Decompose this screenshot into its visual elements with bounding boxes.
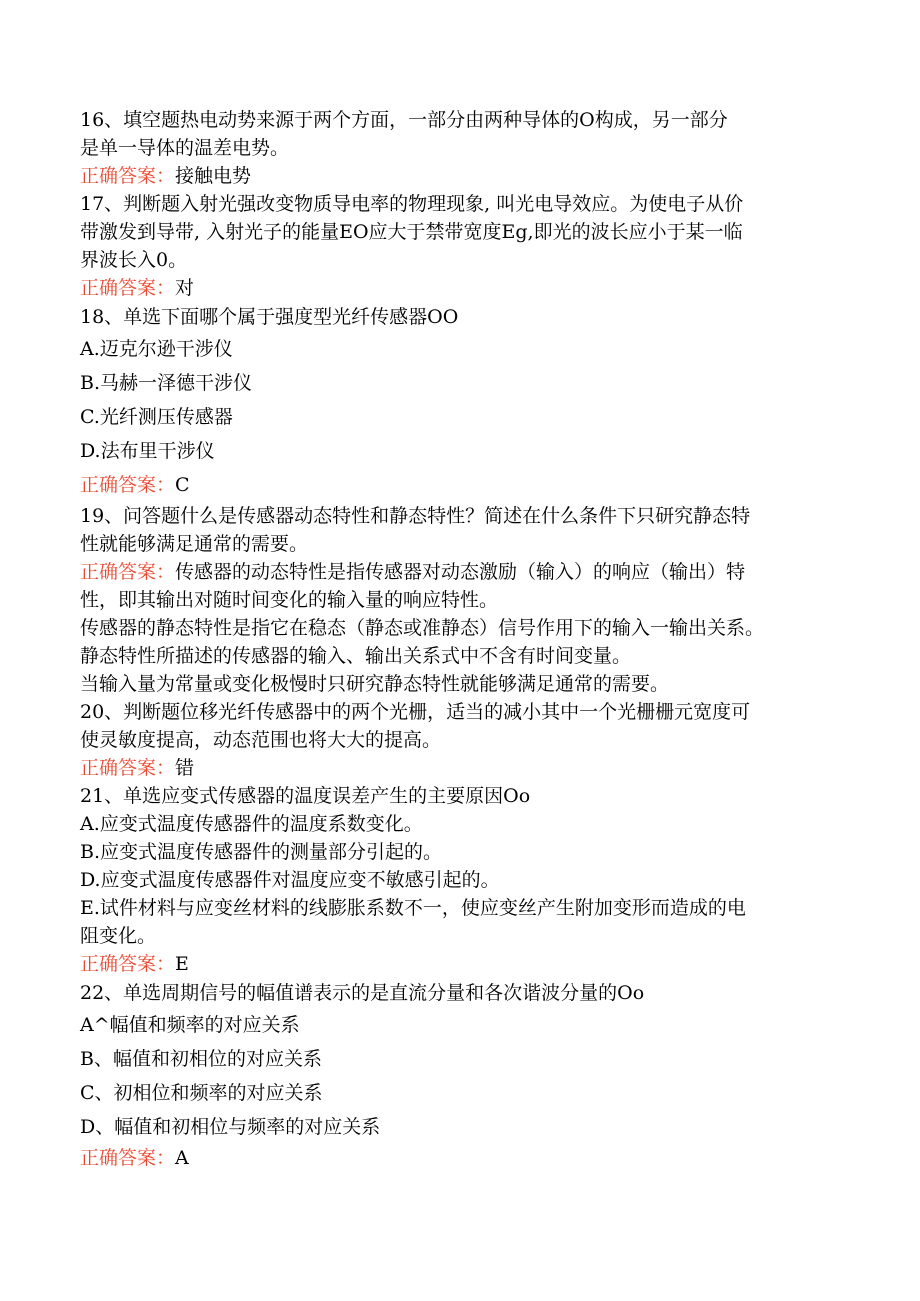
answer-value: 接触电势 (175, 165, 252, 187)
answer-value: E (175, 953, 189, 975)
answer-text: 静态特性所描述的传感器的输入、输出关系式中不含有时间变量。 (80, 645, 632, 667)
option-c: C.光纤测压传感器 (80, 406, 233, 428)
answer-label: 正确答案： (80, 474, 176, 496)
question-text: 使灵敏度提高，动态范围也将大大的提高。 (80, 729, 442, 751)
answer-line (80, 162, 840, 190)
question-21 (80, 782, 840, 978)
option-b: B.应变式温度传感器件的测量部分引起的。 (80, 841, 443, 863)
option-a: A.应变式温度传感器件的温度系数变化。 (80, 813, 423, 835)
question-22 (80, 978, 840, 1172)
question-text: 性就能够满足通常的需要。 (80, 533, 309, 555)
answer-line (80, 558, 840, 586)
answer-value: A (175, 1147, 189, 1169)
answer-line (80, 468, 840, 502)
question-19 (80, 502, 840, 698)
question-text: 21、单选应变式传感器的温度误差产生的主要原因Oo (80, 785, 531, 807)
option-c: C、初相位和频率的对应关系 (80, 1082, 323, 1104)
option-a: A.迈克尔逊干涉仪 (80, 338, 233, 360)
answer-line (80, 950, 840, 978)
answer-line (80, 754, 840, 782)
answer-value: 错 (175, 757, 195, 779)
answer-text: 性，即其输出对随时间变化的输入量的响应特性。 (80, 589, 499, 611)
option-e-continued: 阻变化。 (80, 925, 157, 947)
option-a: A^幅值和频率的对应关系 (80, 1014, 300, 1036)
answer-value: 对 (175, 277, 195, 299)
document-page (80, 106, 840, 1172)
question-text: 界波长入0。 (80, 249, 188, 271)
answer-value: 传感器的动态特性是指传感器对动态激励（输入）的响应（输出）特 (175, 561, 746, 583)
option-d: D.应变式温度传感器件对温度应变不敏感引起的。 (80, 869, 500, 891)
answer-text: 传感器的静态特性是指它在稳态（静态或准静态）信号作用下的输入一输出关系。 (80, 617, 765, 639)
question-text: 18、单选下面哪个属于强度型光纤传感器OO (80, 306, 459, 328)
question-text: 是单一导体的温差电势。 (80, 137, 290, 159)
question-text: 22、单选周期信号的幅值谱表示的是直流分量和各次谐波分量的Oo (80, 982, 645, 1004)
answer-label: 正确答案： (80, 277, 176, 299)
question-20 (80, 698, 840, 782)
answer-text: 当输入量为常量或变化极慢时只研究静态特性就能够满足通常的需要。 (80, 673, 670, 695)
question-text: 19、问答题什么是传感器动态特性和静态特性？简述在什么条件下只研究静态特 (80, 505, 751, 527)
option-d: D、幅值和初相位与频率的对应关系 (80, 1116, 381, 1138)
option-b: B、幅值和初相位的对应关系 (80, 1048, 322, 1070)
question-16 (80, 106, 840, 190)
answer-value: C (175, 474, 190, 496)
question-text: 17、判断题入射光强改变物质导电率的物理现象, 叫光电导效应。为使电子从价 (80, 193, 744, 215)
option-b: B.马赫一泽德干涉仪 (80, 372, 253, 394)
question-17 (80, 190, 840, 302)
question-text: 20、判断题位移光纤传感器中的两个光栅，适当的减小其中一个光栅栅元宽度可 (80, 701, 751, 723)
question-18 (80, 302, 840, 502)
answer-label: 正确答案： (80, 1147, 176, 1169)
answer-line (80, 274, 840, 302)
answer-label: 正确答案： (80, 757, 176, 779)
answer-label: 正确答案： (80, 165, 176, 187)
question-text: 带激发到导带, 入射光子的能量EO应大于禁带宽度Eg,即光的波长应小于某一临 (80, 221, 743, 243)
answer-line (80, 1144, 840, 1172)
answer-label: 正确答案： (80, 953, 176, 975)
option-d: D.法布里干涉仪 (80, 440, 215, 462)
option-e: E.试件材料与应变丝材料的线膨胀系数不一，使应变丝产生附加变形而造成的电 (80, 897, 746, 919)
answer-label: 正确答案： (80, 561, 176, 583)
question-text: 16、填空题热电动势来源于两个方面，一部分由两种导体的O构成，另一部分 (80, 109, 728, 131)
